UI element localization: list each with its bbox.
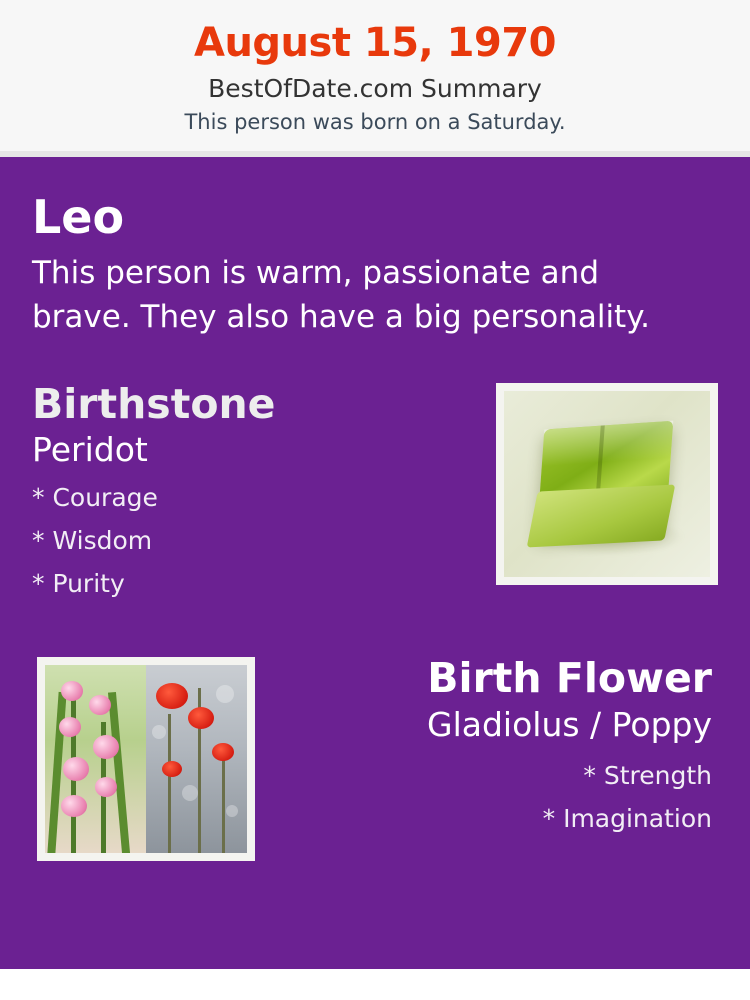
zodiac-description: This person is warm, passionate and brave. They also have a big personality. — [32, 255, 650, 336]
bokeh-dot — [152, 725, 166, 739]
poppy-photo-icon — [146, 665, 247, 853]
gladiolus-photo-icon — [45, 665, 146, 853]
birth-flower-image — [37, 657, 255, 861]
peridot-photo-inner — [504, 391, 710, 577]
gem-facet — [527, 485, 676, 548]
birth-flower-title: Birth Flower — [427, 654, 712, 703]
gladiolus-bloom — [61, 681, 83, 701]
flower-photo-inner — [45, 665, 247, 853]
zodiac-sign-name: Leo — [32, 190, 125, 245]
gladiolus-bloom — [61, 795, 87, 817]
bokeh-dot — [182, 785, 198, 801]
birthstone-section — [32, 380, 718, 613]
site-summary-label: BestOfDate.com Summary — [208, 74, 542, 104]
poppy-bloom — [156, 683, 188, 709]
birthstone-title: Birthstone — [32, 380, 276, 429]
gladiolus-bloom — [89, 695, 111, 715]
birth-flower-trait: * Imagination — [542, 804, 712, 834]
birth-flower-text — [284, 654, 718, 839]
leaf-shape — [108, 692, 130, 854]
birthstone-trait: * Wisdom — [32, 526, 153, 556]
birthstone-trait: * Purity — [32, 569, 125, 599]
birth-flower-name: Gladiolus / Poppy — [427, 704, 712, 744]
birth-flower-section — [32, 654, 718, 872]
birthstone-trait: * Courage — [32, 483, 158, 513]
bokeh-dot — [226, 805, 238, 817]
gladiolus-bloom — [95, 777, 117, 797]
birth-day-of-week: This person was born on a Saturday. — [184, 109, 566, 134]
birthstone-image — [496, 383, 718, 585]
poppy-bloom — [212, 743, 234, 761]
zodiac-section — [32, 190, 718, 339]
birth-flower-trait: * Strength — [583, 761, 712, 791]
gladiolus-bloom — [63, 757, 89, 781]
details-panel — [0, 157, 750, 969]
header — [0, 0, 750, 151]
birthstone-name: Peridot — [32, 429, 148, 469]
gladiolus-bloom — [59, 717, 81, 737]
poppy-bloom — [162, 761, 182, 777]
page-title: August 15, 1970 — [193, 20, 556, 66]
poppy-stem — [168, 714, 171, 853]
poppy-bloom — [188, 707, 214, 729]
bokeh-dot — [216, 685, 234, 703]
